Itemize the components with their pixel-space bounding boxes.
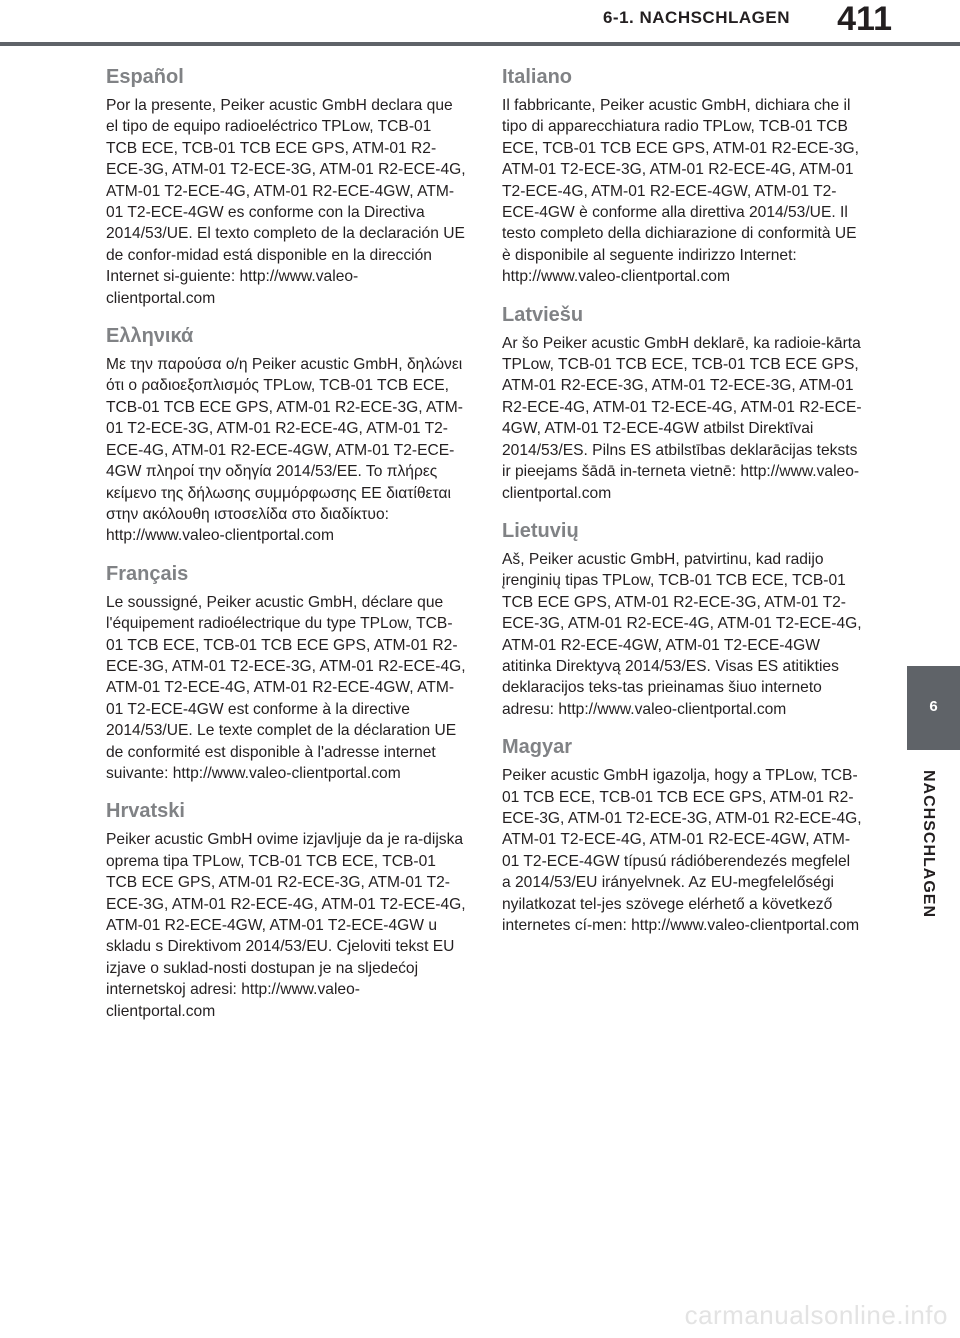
chapter-tab [907,666,960,750]
section-body: Aš, Peiker acustic GmbH, patvirtinu, kad radijo įrenginių tipas TPLow, TCB-01 TCB ECE, TCB-01 TCB ECE GPS, ATM-01 R2-ECE-3G, ATM-01 T2-ECE-3G, ATM-01 R2-ECE-4G, ATM-01 T2-ECE-4G, ATM-01 R2-ECE-4GW, ATM-01 T2-ECE-4GW atitinka Direktyvą 2014/53/ES. Visas ES atitikties deklaracijos teks-tas prieinamas šiuo interneto adresu: http://www.valeo-clientportal.com [502,550,862,718]
section-ellinika [106,325,466,547]
section-francais [106,563,466,785]
section-body: Peiker acustic GmbH ovime izjavljuje da je ra-dijska oprema tipa TPLow, TCB-01 TCB ECE, TCB-01 TCB ECE GPS, ATM-01 R2-ECE-3G, ATM-01 T2-ECE-3G, ATM-01 R2-ECE-4G, ATM-01 T2-ECE-4G, ATM-01 R2-ECE-4GW, ATM-01 T2-ECE-4GW u skladu s Direktivom 2014/53/EU. Cjeloviti tekst EU izjave o suklad-nosti dostupan je na sljedećoj internetskoj adresi: http://www.valeo-clientportal.com [106,831,466,1020]
section-body: Peiker acustic GmbH igazolja, hogy a TPLow, TCB-01 TCB ECE, TCB-01 TCB ECE GPS, ATM-01 R2-ECE-3G, ATM-01 T2-ECE-3G, ATM-01 R2-ECE-4G, ATM-01 T2-ECE-4G, ATM-01 R2-ECE-4GW, ATM-01 T2-ECE-4GW típusú rádióberendezés megfelel a 2014/53/EU irányelvnek. Az EU-megfelelőségi nyilatkozat tel-jes szövege elérhető a következő internetes cí-men: http://www.valeo-clientportal.com [502,767,862,934]
section-espanol [106,66,466,309]
page-number: 411 [837,0,892,38]
watermark: carmanualsonline.info [684,1300,948,1330]
section-title: 6-1. NACHSCHLAGEN [602,8,790,27]
section-heading: Hrvatski [106,800,185,823]
right-column [502,66,862,952]
section-heading: Español [106,66,184,88]
section-lietuviu [502,520,862,720]
section-body: Le soussigné, Peiker acustic GmbH, déclare que l'équipement radioélectrique du type TPLow, TCB-01 TCB ECE, TCB-01 TCB ECE GPS, ATM-01 R2-ECE-3G, ATM-01 T2-ECE-3G, ATM-01 R2-ECE-4G, ATM-01 T2-ECE-4G, ATM-01 R2-ECE-4GW, ATM-01 T2-ECE-4GW est conforme à la directive 2014/53/UE. Le texte complet de la déclaration UE de conformité est disponible à l'adresse internet suivante: http://www.valeo-clientportal.com [106,593,466,782]
header-divider [0,42,960,46]
chapter-label [915,770,937,930]
section-magyar [502,736,862,936]
section-heading: Lietuvių [502,519,579,542]
section-hrvatski [106,800,466,1022]
section-heading: Latviešu [502,303,584,326]
section-heading: Italiano [502,66,573,88]
section-body: Por la presente, Peiker acustic GmbH declara que el tipo de equipo radioeléctrico TPLow, TCB-01 TCB ECE, TCB-01 TCB ECE GPS, ATM-01 R2-ECE-3G, ATM-01 T2-ECE-3G, ATM-01 R2-ECE-4G, ATM-01 T2-ECE-4G, ATM-01 R2-ECE-4GW, ATM-01 T2-ECE-4GW es conforme con la Directiva 2014/53/UE. El texto completo de la declaración UE de confor-midad está disponible en la dirección Internet si-guiente: http://www.valeo-clientportal.com [106,97,466,307]
section-latviesu [502,304,862,504]
section-body: Με την παρούσα ο/η Peiker acustic GmbH, δηλώνει ότι ο ραδιοεξοπλισμός TPLow, TCB-01 TCB ECE, TCB-01 TCB ECE GPS, ATM-01 R2-ECE-3G, ATM-01 T2-ECE-3G, ATM-01 R2-ECE-4G, ATM-01 T2-ECE-4G, ATM-01 R2-ECE-4GW, ATM-01 T2-ECE-4GW πληροί την οδηγία 2014/53/ΕΕ. Το πλήρες κείμενο της δήλωσης συμμόρφωσης ΕΕ διατίθεται στην ακόλουθη ιστοσελίδα στο διαδίκτυο: http://www.valeo-clientportal.com [106,356,463,545]
section-heading: Magyar [502,736,573,759]
left-column [106,66,466,1038]
chapter-number: 6 [929,698,938,715]
section-italiano [502,66,862,288]
section-heading: Français [106,562,189,585]
section-body: Il fabbricante, Peiker acustic GmbH, dichiara che il tipo di apparecchiatura radio TPLow, TCB-01 TCB ECE, TCB-01 TCB ECE GPS, ATM-01 R2-ECE-3G, ATM-01 T2-ECE-3G, ATM-01 R2-ECE-4G, ATM-01 T2-ECE-4G, ATM-01 R2-ECE-4GW, ATM-01 T2-ECE-4GW è conforme alla direttiva 2014/53/UE. Il testo completo della dichiarazione di conformità UE è disponibile al seguente indirizzo Internet: http://www.valeo-clientportal.com [502,97,860,286]
section-heading: Ελληνικά [106,325,194,348]
section-body: Ar šo Peiker acustic GmbH deklarē, ka radioie-kārta TPLow, TCB-01 TCB ECE, TCB-01 TCB ECE GPS, ATM-01 R2-ECE-3G, ATM-01 T2-ECE-3G, ATM-01 R2-ECE-4G, ATM-01 T2-ECE-4G, ATM-01 R2-ECE-4GW, ATM-01 T2-ECE-4GW atbilst Direktīvai 2014/53/ES. Pilns ES atbilstības deklarācijas teksts ir pieejams šādā in-terneta vietnē: http://www.valeo-clientportal.com [502,334,862,502]
chapter-label-text: NACHSCHLAGEN [920,770,937,918]
